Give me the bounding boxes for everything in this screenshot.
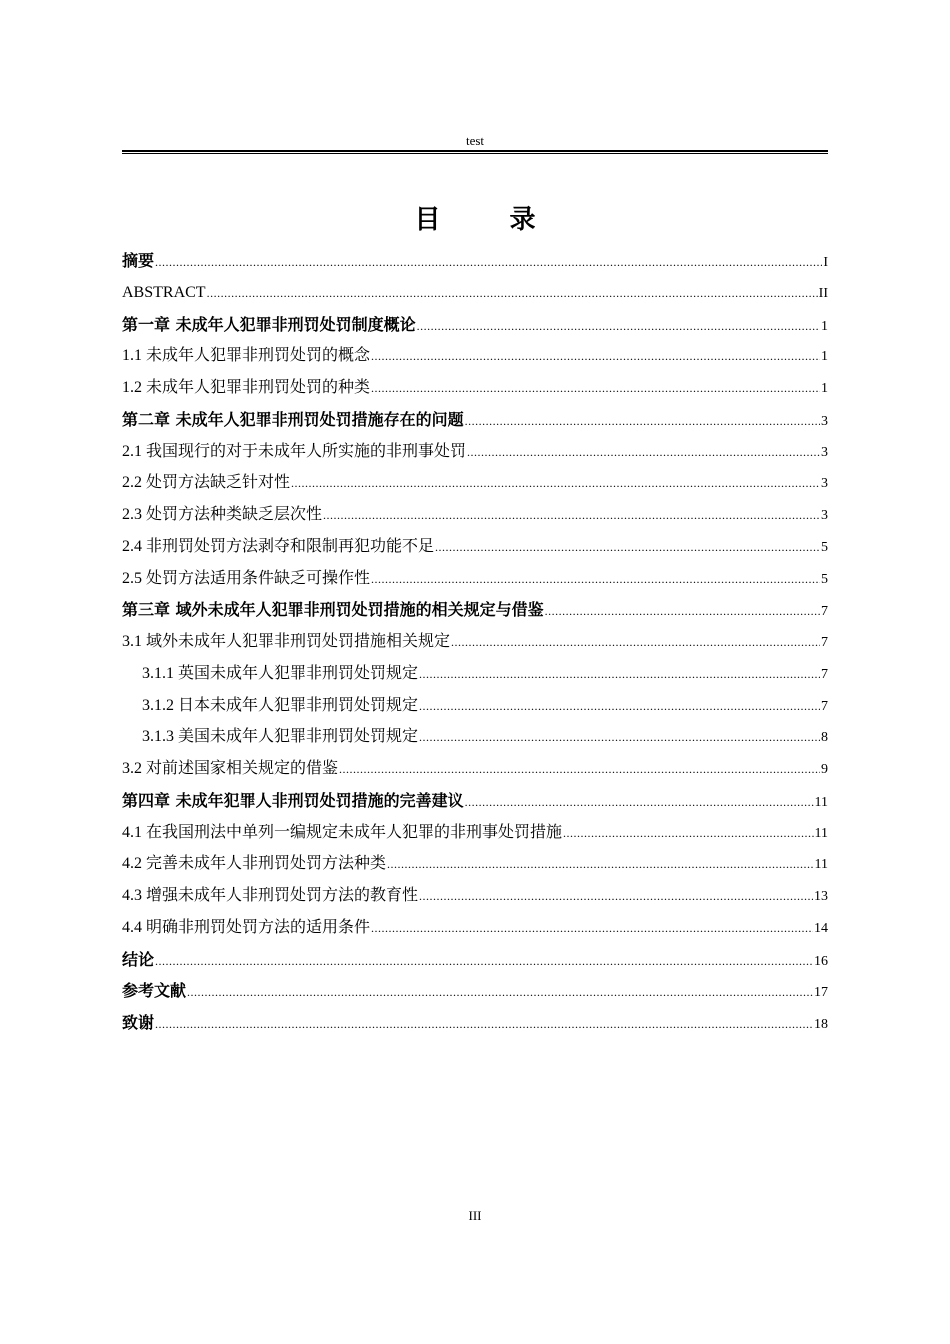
toc-entry-label: 2.5 处罚方法适用条件缺乏可操作性 [122,569,371,587]
toc-entry-page: 5 [821,539,828,555]
toc-entry[interactable] [122,467,828,499]
toc-entry-label: 3.1.3 美国未成年人犯罪非刑罚处罚规定 [142,728,419,746]
toc-dot-leader [451,627,820,659]
toc-entry-label: 结论 [122,949,155,969]
toc-entry-page: 1 [821,349,828,365]
toc-entry-page: 3 [821,476,828,492]
toc-entry[interactable] [122,912,828,944]
toc-dot-leader [155,1009,813,1041]
page-header: test [465,133,485,148]
toc-entry-page: 7 [821,698,828,714]
toc-dot-leader [187,977,813,1009]
toc-entry-label: 1.2 未成年人犯罪非刑罚处罚的种类 [122,379,371,396]
toc-entry-label: 参考文献 [122,981,187,1001]
toc-entry-label: 摘要 [122,251,155,270]
toc-entry-page: 8 [821,730,828,746]
toc-dot-leader [419,722,820,754]
toc-dot-leader [417,311,820,343]
toc-entry[interactable] [122,753,828,785]
toc-dot-leader [371,341,820,373]
toc-entry-page: II [818,285,828,301]
toc-dot-leader [339,754,820,786]
toc-entry[interactable] [122,277,828,309]
toc-entry-label: 4.3 增强未成年人非刑罚处罚方法的教育性 [122,887,419,904]
toc-entry-page: 14 [814,920,828,936]
toc-entry-label: 2.1 我国现行的对于未成年人所实施的非刑事处罚 [122,442,467,460]
toc-entry[interactable] [122,1007,828,1039]
toc-dot-leader [323,500,820,532]
toc-entry-label: 2.4 非刑罚处罚方法剥夺和限制再犯功能不足 [122,537,435,555]
toc-entry-page: 11 [814,794,828,810]
toc-entry[interactable] [122,404,828,436]
toc-entry-page: 16 [814,953,828,969]
toc-entry-page: 17 [814,985,828,1001]
toc-entry[interactable] [122,690,828,722]
table-of-contents [122,245,828,1039]
toc-dot-leader [371,564,820,596]
toc-entry[interactable] [122,848,828,880]
toc-entry-label: 4.4 明确非刑罚处罚方法的适用条件 [122,918,371,936]
toc-entry-page: I [823,255,828,270]
toc-entry-label: 第四章 未成年犯罪人非刑罚处罚措施的完善建议 [122,790,464,810]
toc-dot-leader [371,373,820,405]
toc-entry-label: 2.3 处罚方法种类缺乏层次性 [122,506,323,523]
toc-entry-page: 1 [821,381,828,396]
toc-entry-page: 7 [821,604,828,620]
toc-entry-page: 11 [814,857,828,873]
toc-dot-leader [419,691,820,723]
toc-entry-page: 1 [821,318,828,334]
toc-entry-label: 第二章 未成年人犯罪非刑罚处罚措施存在的问题 [122,409,464,429]
toc-entry[interactable] [122,499,828,531]
toc-dot-leader [419,881,813,913]
toc-entry-label: 3.1 域外未成年人犯罪非刑罚处罚措施相关规定 [122,633,451,650]
toc-entry[interactable] [122,594,828,626]
toc-dot-leader [467,437,820,469]
toc-entry-label: 3.2 对前述国家相关规定的借鉴 [122,760,339,777]
toc-title: 目 录 [414,205,566,235]
toc-entry[interactable] [122,531,828,563]
toc-dot-leader [291,468,820,500]
toc-entry[interactable] [122,309,828,341]
toc-dot-leader [545,596,820,628]
toc-entry[interactable] [122,658,828,690]
page-number: III [468,1208,482,1223]
toc-entry[interactable] [122,880,828,912]
toc-entry[interactable] [122,436,828,468]
toc-entry-page: 3 [821,413,828,429]
toc-entry[interactable] [122,626,828,658]
toc-dot-leader [155,247,822,279]
toc-entry-page: 9 [821,762,828,777]
toc-entry-page: 7 [821,635,828,650]
toc-entry-page: 3 [821,508,828,523]
toc-entry[interactable] [122,245,828,277]
toc-dot-leader [465,787,814,819]
toc-entry[interactable] [122,721,828,753]
toc-entry-label: 3.1.1 英国未成年人犯罪非刑罚处罚规定 [142,664,419,682]
header-rule-thick [122,150,828,152]
toc-entry-page: 5 [821,571,828,587]
toc-entry-label: 2.2 处罚方法缺乏针对性 [122,474,291,492]
toc-entry-page: 3 [821,444,828,460]
toc-entry-label: 4.2 完善未成年人非刑罚处罚方法种类 [122,855,387,873]
toc-entry[interactable] [122,340,828,372]
toc-entry-label: 4.1 在我国刑法中单列一编规定未成年人犯罪的非刑事处罚措施 [122,823,563,841]
toc-entry[interactable] [122,563,828,595]
toc-dot-leader [563,818,814,850]
toc-dot-leader [465,406,820,438]
toc-entry[interactable] [122,975,828,1007]
header-rule-thin [122,153,828,154]
toc-entry[interactable] [122,785,828,817]
toc-entry-label: 3.1.2 日本未成年人犯罪非刑罚处罚规定 [142,696,419,714]
toc-entry-page: 18 [814,1017,828,1032]
toc-dot-leader [155,946,813,978]
toc-entry[interactable] [122,372,828,404]
toc-entry-label: 第三章 域外未成年人犯罪非刑罚处罚措施的相关规定与借鉴 [122,600,544,620]
toc-entry-label: 第一章 未成年人犯罪非刑罚处罚制度概论 [122,314,416,334]
toc-entry-label: 致谢 [122,1013,155,1032]
toc-entry[interactable] [122,817,828,849]
toc-entry-label: 1.1 未成年人犯罪非刑罚处罚的概念 [122,347,371,365]
toc-entry[interactable] [122,944,828,976]
toc-entry-page: 7 [821,666,828,682]
toc-entry-page: 13 [814,889,828,904]
toc-dot-leader [371,913,813,945]
toc-entry-label: ABSTRACT [122,283,206,301]
toc-dot-leader [435,532,820,564]
toc-entry-page: 11 [814,825,828,841]
toc-dot-leader [419,659,820,691]
toc-dot-leader [207,278,818,310]
toc-dot-leader [387,849,814,881]
